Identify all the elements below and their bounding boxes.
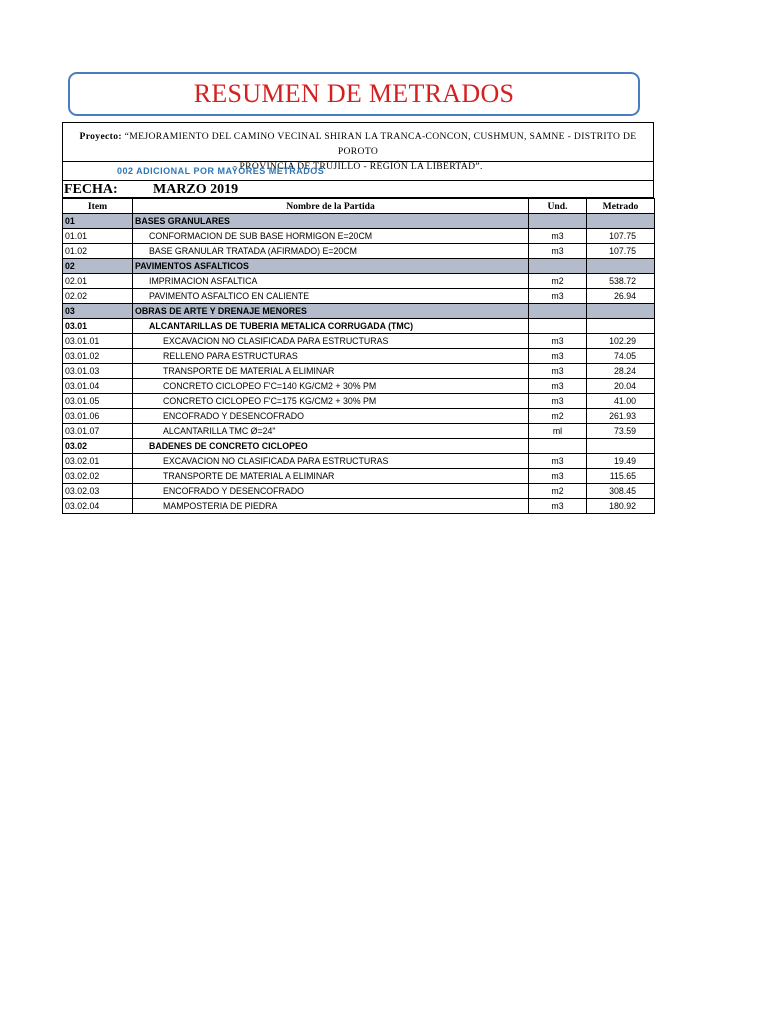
page-title: RESUMEN DE METRADOS xyxy=(193,79,515,108)
item-cell: 03.01.01 xyxy=(63,334,133,349)
partida-cell: OBRAS DE ARTE Y DRENAJE MENORES xyxy=(133,304,529,319)
table-row xyxy=(63,274,655,289)
table-row xyxy=(63,364,655,379)
project-line-2: - PROVINCIA DE TRUJILLO - REGIÓN LA LIBERTAD”. xyxy=(233,161,483,172)
metrado-cell: 115.65 xyxy=(587,469,655,484)
und-cell: m3 xyxy=(529,289,587,304)
item-cell: 01 xyxy=(63,214,133,229)
table-row xyxy=(63,394,655,409)
metrado-cell: 74.05 xyxy=(587,349,655,364)
und-cell: m3 xyxy=(529,364,587,379)
partida-cell: CONCRETO CICLOPEO F'C=140 KG/CM2 + 30% PM xyxy=(133,379,529,394)
subtitle: 002 ADICIONAL POR MAYORES METRADOS xyxy=(62,162,654,180)
metrado-cell: 308.45 xyxy=(587,484,655,499)
project-line-1: “MEJORAMIENTO DEL CAMINO VECINAL SHIRAN LA TRANCA-CONCON, CUSHMUN, SAMNE - DISTRITO DE POROTO xyxy=(124,131,637,157)
partida-cell: CONFORMACION DE SUB BASE HORMIGON E=20CM xyxy=(133,229,529,244)
und-cell: m3 xyxy=(529,349,587,364)
metrado-cell: 107.75 xyxy=(587,244,655,259)
partida-cell: BADENES DE CONCRETO CICLOPEO xyxy=(133,439,529,454)
item-cell: 03.01.03 xyxy=(63,364,133,379)
item-cell: 03.01.07 xyxy=(63,424,133,439)
item-cell: 03.01.02 xyxy=(63,349,133,364)
table-row xyxy=(63,259,655,274)
item-cell: 01.02 xyxy=(63,244,133,259)
item-cell: 03.01.06 xyxy=(63,409,133,424)
table-row xyxy=(63,289,655,304)
partida-cell: IMPRIMACION ASFALTICA xyxy=(133,274,529,289)
und-cell: m3 xyxy=(529,244,587,259)
item-cell: 01.01 xyxy=(63,229,133,244)
und-cell xyxy=(529,259,587,274)
metrado-cell: 28.24 xyxy=(587,364,655,379)
metrado-cell: 107.75 xyxy=(587,229,655,244)
und-cell: ml xyxy=(529,424,587,439)
item-cell: 03.02.04 xyxy=(63,499,133,514)
und-cell: m2 xyxy=(529,484,587,499)
table-header-row xyxy=(63,199,655,214)
table-row xyxy=(63,334,655,349)
und-cell: m3 xyxy=(529,334,587,349)
und-cell xyxy=(529,439,587,454)
item-cell: 03.02.01 xyxy=(63,454,133,469)
table-row xyxy=(63,214,655,229)
header-und: Und. xyxy=(529,199,587,214)
partida-cell: RELLENO PARA ESTRUCTURAS xyxy=(133,349,529,364)
und-cell: m2 xyxy=(529,274,587,289)
table-body xyxy=(63,214,655,514)
metrados-sheet xyxy=(62,122,654,514)
metrado-cell xyxy=(587,304,655,319)
table-row xyxy=(63,304,655,319)
item-cell: 02 xyxy=(63,259,133,274)
item-cell: 03.01.04 xyxy=(63,379,133,394)
partida-cell: ENCOFRADO Y DESENCOFRADO xyxy=(133,484,529,499)
partida-cell: TRANSPORTE DE MATERIAL A ELIMINAR xyxy=(133,469,529,484)
fecha-value: MARZO 2019 xyxy=(153,182,239,197)
fecha-row xyxy=(62,180,654,198)
table-row xyxy=(63,454,655,469)
metrado-cell: 180.92 xyxy=(587,499,655,514)
und-cell: m3 xyxy=(529,499,587,514)
und-cell xyxy=(529,214,587,229)
item-cell: 03.02 xyxy=(63,439,133,454)
table-row xyxy=(63,499,655,514)
partida-cell: PAVIMENTO ASFALTICO EN CALIENTE xyxy=(133,289,529,304)
item-cell: 02.01 xyxy=(63,274,133,289)
metrado-cell xyxy=(587,259,655,274)
und-cell: m3 xyxy=(529,379,587,394)
metrado-cell: 26.94 xyxy=(587,289,655,304)
metrado-cell xyxy=(587,319,655,334)
metrado-cell: 102.29 xyxy=(587,334,655,349)
header-item: Item xyxy=(63,199,133,214)
metrado-cell: 19.49 xyxy=(587,454,655,469)
und-cell: m3 xyxy=(529,454,587,469)
table-row xyxy=(63,484,655,499)
partida-cell: BASES GRANULARES xyxy=(133,214,529,229)
und-cell xyxy=(529,304,587,319)
table-row xyxy=(63,469,655,484)
table-row xyxy=(63,424,655,439)
metrado-cell xyxy=(587,439,655,454)
partida-cell: TRANSPORTE DE MATERIAL A ELIMINAR xyxy=(133,364,529,379)
item-cell: 02.02 xyxy=(63,289,133,304)
partida-cell: MAMPOSTERIA DE PIEDRA xyxy=(133,499,529,514)
metrado-cell: 20.04 xyxy=(587,379,655,394)
table-row xyxy=(63,244,655,259)
partida-cell: ALCANTARILLA TMC Ø=24" xyxy=(133,424,529,439)
partida-cell: CONCRETO CICLOPEO F'C=175 KG/CM2 + 30% PM xyxy=(133,394,529,409)
item-cell: 03.01.05 xyxy=(63,394,133,409)
table-row xyxy=(63,409,655,424)
und-cell: m3 xyxy=(529,394,587,409)
partida-cell: BASE GRANULAR TRATADA (AFIRMADO) E=20CM xyxy=(133,244,529,259)
table-row xyxy=(63,439,655,454)
metrado-cell: 261.93 xyxy=(587,409,655,424)
partida-cell: PAVIMENTOS ASFALTICOS xyxy=(133,259,529,274)
item-cell: 03.01 xyxy=(63,319,133,334)
header-metrado: Metrado xyxy=(587,199,655,214)
partida-cell: ALCANTARILLAS DE TUBERIA METALICA CORRUGADA (TMC) xyxy=(133,319,529,334)
metrado-cell: 41.00 xyxy=(587,394,655,409)
und-cell: m3 xyxy=(529,469,587,484)
project-label: Proyecto: xyxy=(79,131,122,142)
metrado-cell xyxy=(587,214,655,229)
item-cell: 03.02.02 xyxy=(63,469,133,484)
und-cell xyxy=(529,319,587,334)
metrados-table xyxy=(62,198,655,514)
table-row xyxy=(63,379,655,394)
metrado-cell: 73.59 xyxy=(587,424,655,439)
item-cell: 03 xyxy=(63,304,133,319)
table-row xyxy=(63,349,655,364)
title-box xyxy=(68,72,640,116)
item-cell: 03.02.03 xyxy=(63,484,133,499)
metrado-cell: 538.72 xyxy=(587,274,655,289)
table-row xyxy=(63,229,655,244)
fecha-label: FECHA: xyxy=(64,182,118,197)
partida-cell: EXCAVACION NO CLASIFICADA PARA ESTRUCTURAS xyxy=(133,454,529,469)
und-cell: m2 xyxy=(529,409,587,424)
table-row xyxy=(63,319,655,334)
partida-cell: EXCAVACION NO CLASIFICADA PARA ESTRUCTURAS xyxy=(133,334,529,349)
und-cell: m3 xyxy=(529,229,587,244)
partida-cell: ENCOFRADO Y DESENCOFRADO xyxy=(133,409,529,424)
header-partida: Nombre de la Partida xyxy=(133,199,529,214)
